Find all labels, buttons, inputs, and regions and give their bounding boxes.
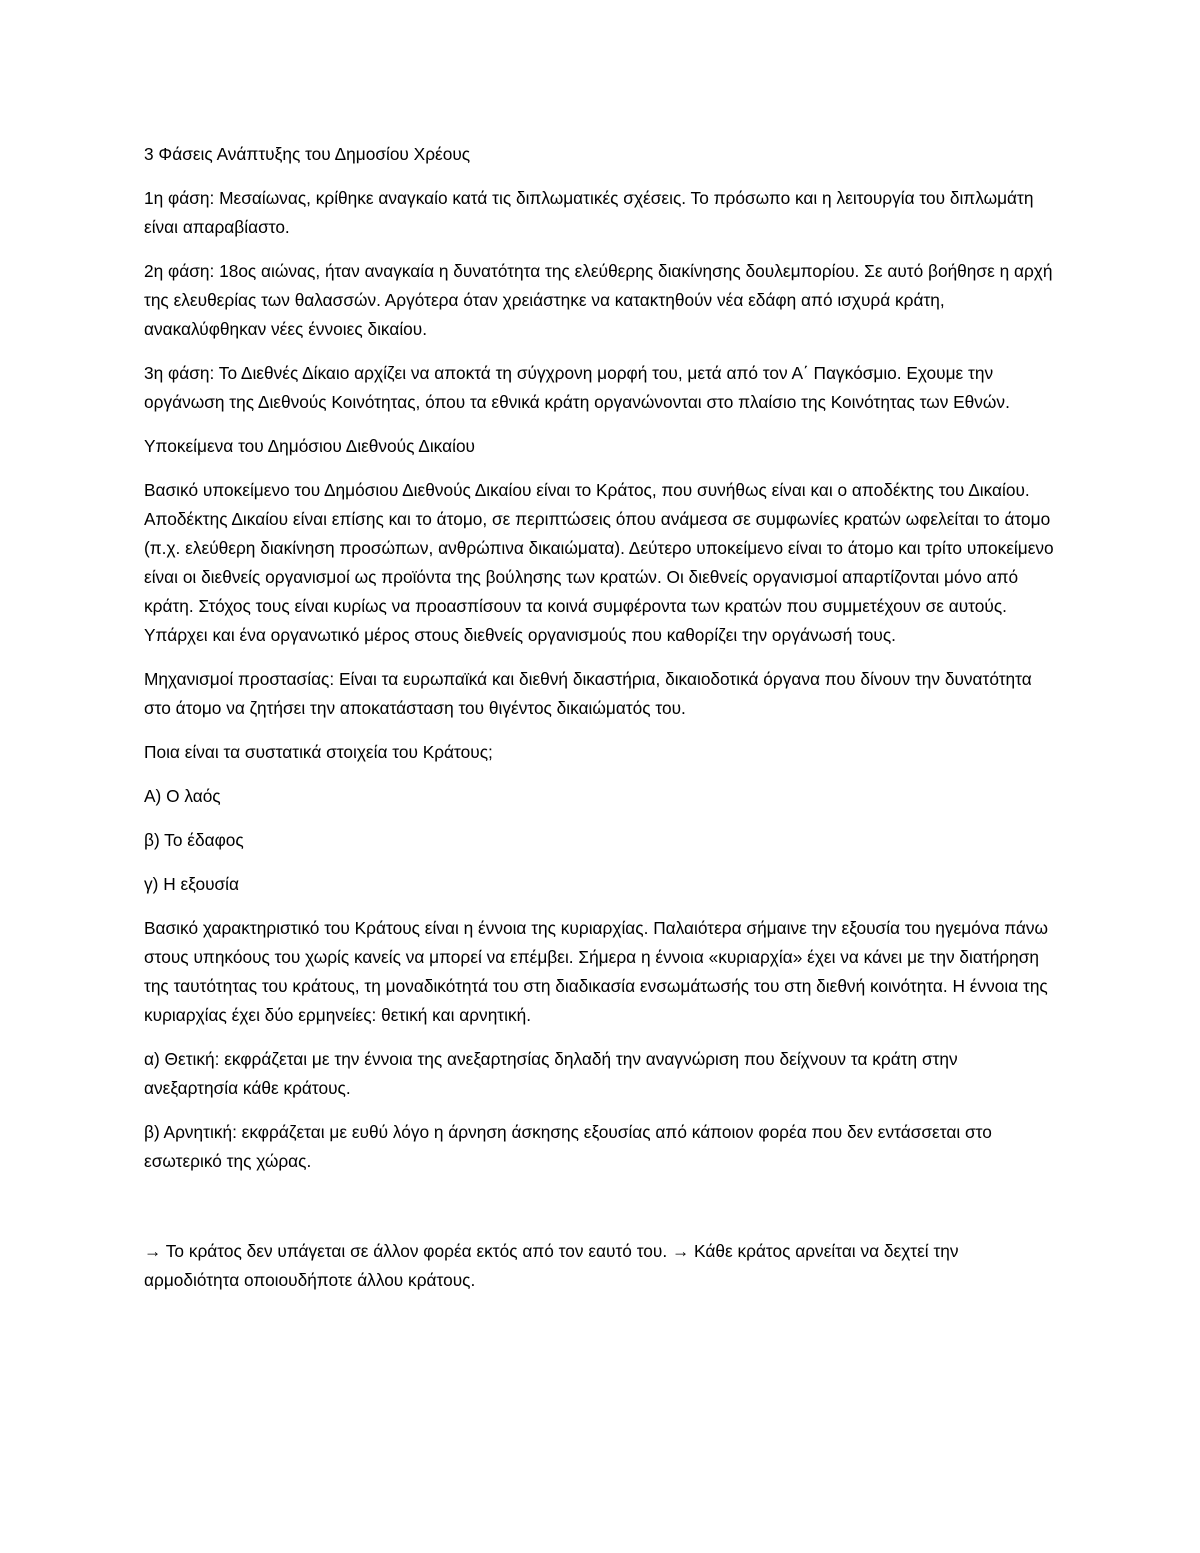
- paragraph-subjects: Βασικό υποκείμενο του Δημόσιου Διεθνούς Δικαίου είναι το Κράτος, που συνήθως είναι και ο αποδέκτης του Δικαίου. Αποδέκτης Δικαίου είναι επίσης και το άτομο, σε περιπτώσεις όπου ανάμεσα σε συμφωνίες κρατών ωφελείται το άτομο (π.χ. ελεύθερη διακίνηση προσώπων, ανθρώπινα δικαιώματα). Δεύτερο υποκείμενο είναι το άτομο και τρίτο υποκείμενο είναι οι διεθνείς οργανισμοί ως προϊόντα της βούλησης των κρατών. Οι διεθνείς οργανισμοί απαρτίζονται μόνο από κράτη. Στόχος τους είναι κυρίως να προασπίσουν τα κοινά συμφέροντα των κρατών που συμμετέχουν σε αυτούς. Υπάρχει και ένα οργανωτικό μέρος στους διεθνείς οργανισμούς που καθορίζει την οργάνωσή τους.: [144, 480, 1054, 645]
- paragraph-conclusion: → Το κράτος δεν υπάγεται σε άλλον φορέα εκτός από τον εαυτό του. → Κάθε κράτος αρνείται να δεχτεί την αρμοδιότητα οποιουδήποτε άλλου κράτους.: [144, 1241, 959, 1290]
- blank-space: [144, 1191, 1056, 1237]
- heading-subjects: Υποκείμενα του Δημόσιου Διεθνούς Δικαίου: [144, 436, 475, 456]
- paragraph-positive: α) Θετική: εκφράζεται με την έννοια της ανεξαρτησίας δηλαδή την αναγνώριση που δείχνουν τα κράτη στην ανεξαρτησία κάθε κράτους.: [144, 1049, 958, 1098]
- paragraph-phase-2: 2η φάση: 18ος αιώνας, ήταν αναγκαία η δυνατότητα της ελεύθερης διακίνησης δουλεμπορίου. Σε αυτό βοήθησε η αρχή της ελευθερίας των θαλασσών. Αργότερα όταν χρειάστηκε να κατακτηθούν νέα εδάφη από ισχυρά κράτη, ανακαλύφθηκαν νέες έννοιες δικαίου.: [144, 261, 1053, 339]
- heading-phases: 3 Φάσεις Ανάπτυξης του Δημοσίου Χρέους: [144, 144, 471, 164]
- list-item-authority: γ) Η εξουσία: [144, 874, 240, 894]
- paragraph-phase-1: 1η φάση: Μεσαίωνας, κρίθηκε αναγκαίο κατά τις διπλωματικές σχέσεις. Το πρόσωπο και η λειτουργία του διπλωμάτη είναι απαραβίαστο.: [144, 188, 1034, 237]
- paragraph-protection: Μηχανισμοί προστασίας: Είναι τα ευρωπαϊκά και διεθνή δικαστήρια, δικαιοδοτικά όργανα που δίνουν την δυνατότητα στο άτομο να ζητήσει την αποκατάσταση του θιγέντος δικαιώματός του.: [144, 669, 1032, 718]
- paragraph-negative: β) Αρνητική: εκφράζεται με ευθύ λόγο η άρνηση άσκησης εξουσίας από κάποιον φορέα που δεν εντάσσεται στο εσωτερικό της χώρας.: [144, 1122, 992, 1171]
- paragraph-phase-3: 3η φάση: Το Διεθνές Δίκαιο αρχίζει να αποκτά τη σύγχρονη μορφή του, μετά από τον Α΄ Παγκόσμιο. Εχουμε την οργάνωση της Διεθνούς Κοινότητας, όπου τα εθνικά κράτη οργανώνονται στο πλαίσιο της Κοινότητας των Εθνών.: [144, 363, 1010, 412]
- heading-state-elements: Ποια είναι τα συστατικά στοιχεία του Κράτους;: [144, 742, 493, 762]
- list-item-territory: β) Το έδαφος: [144, 830, 244, 850]
- paragraph-sovereignty: Βασικό χαρακτηριστικό του Κράτους είναι η έννοια της κυριαρχίας. Παλαιότερα σήμαινε την εξουσία του ηγεμόνα πάνω στους υπηκόους του χωρίς κανείς να μπορεί να επέμβει. Σήμερα η έννοια «κυριαρχία» έχει να κάνει με την διατήρηση της ταυτότητας του κράτους, τη μοναδικότητά του στη διαδικασία ενσωμάτωσής του στη διεθνή κοινότητα. Η έννοια της κυριαρχίας έχει δύο ερμηνείες: θετική και αρνητική.: [144, 918, 1049, 1025]
- list-item-people: Α) Ο λαός: [144, 786, 221, 806]
- document-page: [144, 140, 1056, 1310]
